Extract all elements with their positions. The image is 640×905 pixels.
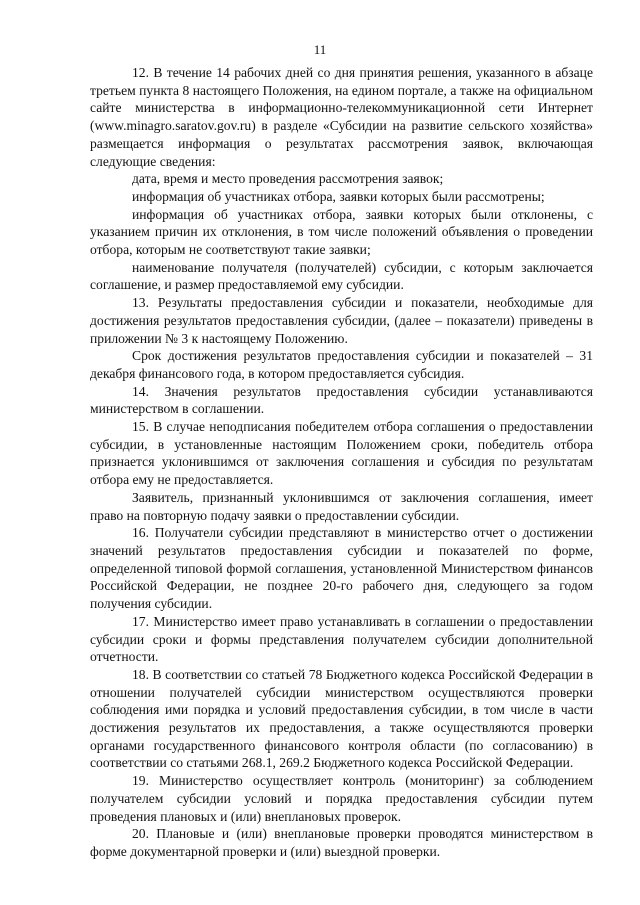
paragraph-15-applicant: Заявитель, признанный уклонившимся от заключения соглашения, имеет право на повторную подачу заявки о предоставлении субсидии. [90,489,593,523]
paragraph-13: 13. Результаты предоставления субсидии и показатели, необходимые для достижения результатов предоставления субсидии, (далее – показатели) приведены в приложении № 3 к настоящему Положению. [90,295,593,346]
paragraph-20: 20. Плановые и (или) внеплановые проверки проводятся министерством в форме документарной проверки и (или) выездной проверки. [90,826,593,859]
page-number: 11 [313,42,327,57]
paragraph-12-item-date: дата, время и место проведения рассмотрения заявок; [132,171,444,187]
paragraph-19: 19. Министерство осуществляет контроль (мониторинг) за соблюдением получателем субсидии условий и порядка предоставления субсидии путем проведения плановых и (или) внеплановых проверок. [90,773,593,824]
paragraph-12-item-rejected: информация об участниках отбора, заявки которых были отклонены, с указанием причин их отклонения, в том числе положений объявления о проведении отбора, которым не соответствуют такие заявки; [90,206,593,258]
paragraph-12-item-recipient: наименование получателя (получателей) субсидии, с которым заключается соглашение, и размер предоставляемой ему субсидии. [90,259,593,293]
paragraph-16: 16. Получатели субсидии представляют в министерство отчет о достижении значений результатов предоставления субсидии и показателей по форме, определенной типовой формой соглашения, установленной Министерством финансов Российской Федерации, не позднее 20-го рабочего дня, следующего за годом получения субсидии. [90,525,593,612]
paragraph-17: 17. Министерство имеет право устанавливать в соглашении о предоставлении субсидии сроки и формы представления получателем субсидии дополнительной отчетности. [90,613,593,665]
paragraph-12: 12. В течение 14 рабочих дней со дня принятия решения, указанного в абзаце третьем пункта 8 настоящего Положения, на едином портале, а также на официальном сайте министерства в информационно-телекоммуникационной сети Интернет (www.minagro.saratov.gov.ru) в разделе «Субсидии на развитие сельского хозяйства» размещается информация о результатах рассмотрения заявок, включающая следующие сведения: [90,65,593,169]
document-body [90,64,593,861]
paragraph-14: 14. Значения результатов предоставления субсидии устанавливаются министерством в соглашении. [90,383,593,417]
paragraph-15: 15. В случае неподписания победителем отбора соглашения о предоставлении субсидии, в установленные настоящим Положением сроки, победитель отбора признается уклонившимся от заключения соглашения и субсидия по результатам отбора ему не предоставляется. [90,419,593,488]
paragraph-13-deadline: Срок достижения результатов предоставления субсидии и показателей – 31 декабря финансового года, в котором предоставляется субсидия. [90,348,593,381]
paragraph-12-item-reviewed: информация об участниках отбора, заявки которых были рассмотрены; [132,188,545,204]
paragraph-18: 18. В соответствии со статьей 78 Бюджетного кодекса Российской Федерации в отношении получателей субсидии министерством осуществляются проверки соблюдения ими порядка и условий предоставления субсидии, в том числе в части достижения результатов их предоставления, а также осуществляются проверки органами государственного финансового контроля области (по согласованию) в соответствии со статьями 268.1, 269.2 Бюджетного кодекса Российской Федерации. [90,666,593,771]
